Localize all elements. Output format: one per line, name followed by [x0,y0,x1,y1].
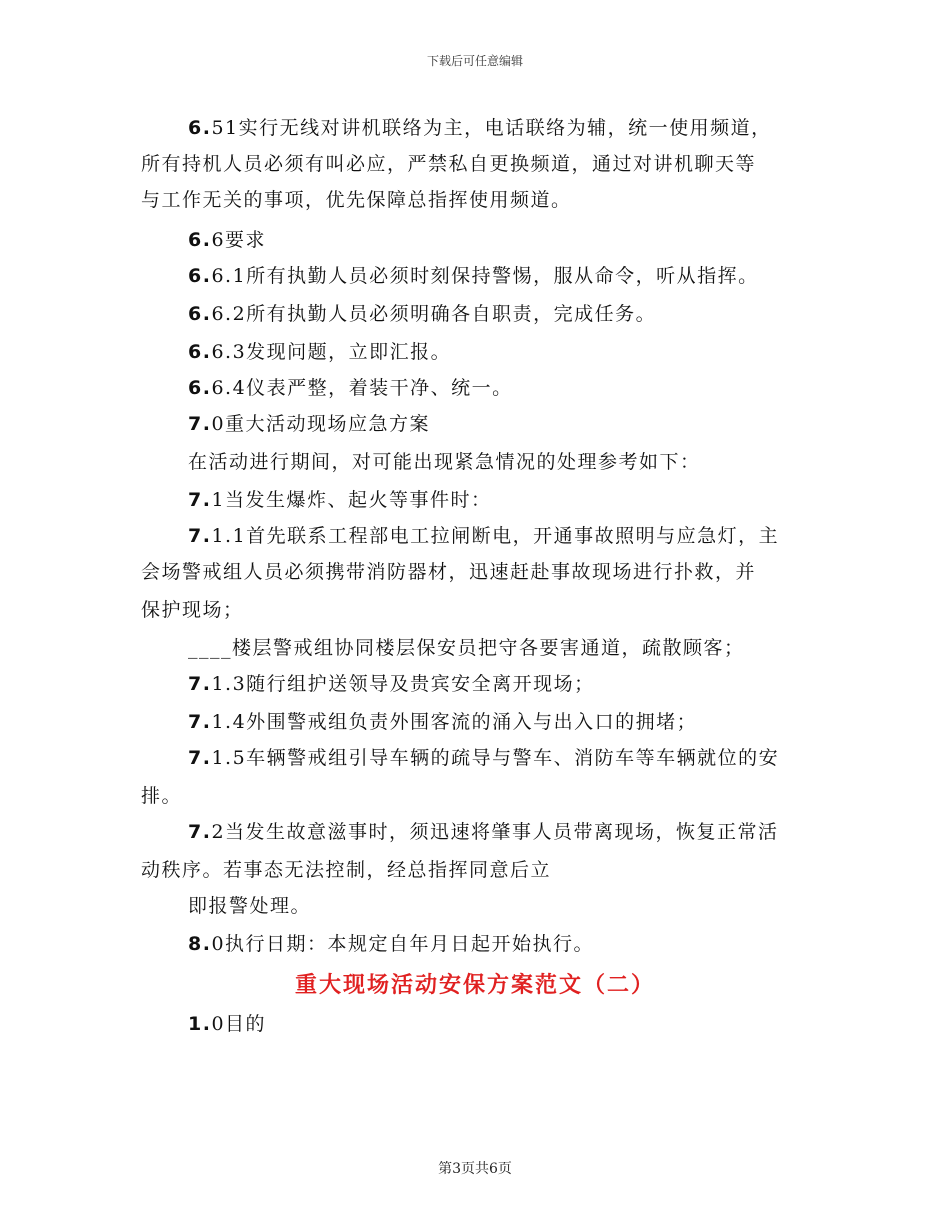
paragraph-line [141,784,182,808]
paragraph-line [188,302,656,326]
clause-text: 0目的 [211,1013,267,1035]
paragraph-line [188,488,492,512]
clause-number: 7. [188,673,212,695]
clause-text: 所有持机人员必须有叫必应，严禁私自更换频道，通过对讲机聊天等 [141,153,757,175]
paragraph-line [141,152,756,176]
clause-text: 6要求 [211,229,267,251]
clause-text: 在活动进行期间，对可能出现紧急情况的处理参考如下： [188,451,701,473]
clause-text: 0执行日期：本规定自年月日起开始执行。 [211,933,595,955]
clause-text: 6.3发现问题，立即汇报。 [211,341,452,363]
paragraph-line [188,636,745,660]
clause-number: 8. [188,933,212,955]
paragraph-line [188,116,772,140]
paragraph-line [141,560,756,584]
clause-number: 7. [188,747,212,769]
paragraph-line [188,710,697,734]
paragraph-line [141,598,244,622]
paragraph-line [188,412,430,436]
clause-text: 排。 [141,785,183,807]
clause-number: 6. [188,265,212,287]
clause-number: 1. [188,1013,212,1035]
clause-text: 动秩序。若事态无法控制，经总指挥同意后立 [141,859,552,881]
page-header: 下载后可任意编辑 [426,54,523,68]
clause-text: 1.4外围警戒组负责外围客流的涌入与出入口的拥堵； [211,711,698,733]
clause-number: 6. [188,377,212,399]
clause-number: 6. [188,341,212,363]
paragraph-line [188,672,595,696]
section-title: 重大现场活动安保方案范文（二） [294,973,655,998]
clause-number: 7. [188,525,212,547]
clause-text: 6.1所有执勤人员必须时刻保持警惕，服从命令，听从指挥。 [211,265,759,287]
clause-text: 1.3随行组护送领导及贵宾安全离开现场； [211,673,595,695]
clause-text: 6.4仪表严整，着装干净、统一。 [211,377,513,399]
page-footer: 第3页共6页 [438,1161,512,1177]
clause-text: 即报警处理。 [188,895,312,917]
clause-number: 6. [188,303,212,325]
clause-text: 1当发生爆炸、起火等事件时： [211,489,492,511]
paragraph-line [188,820,779,844]
paragraph-line [188,932,594,956]
clause-text: 会场警戒组人员必须携带消防器材，迅速赶赴事故现场进行扑救，并 [141,561,757,583]
clause-number: 7. [188,413,212,435]
clause-number: 6. [188,229,212,251]
paragraph-line [141,858,551,882]
clause-text: 保护现场； [141,599,244,621]
paragraph-line [188,228,266,252]
clause-number: 7. [188,821,212,843]
clause-text: 2当发生故意滋事时，须迅速将肇事人员带离现场，恢复正常活 [211,821,779,843]
clause-text: 6.2所有执勤人员必须明确各自职责，完成任务。 [211,303,657,325]
clause-number: 7. [188,489,212,511]
paragraph-line [188,450,701,474]
clause-number: 6. [188,117,212,139]
clause-text: 与工作无关的事项，优先保障总指挥使用频道。 [141,189,572,211]
paragraph-line [188,1012,266,1036]
paragraph-line [141,188,572,212]
clause-text: 1.1首先联系工程部电工拉闸断电，开通事故照明与应急灯，主 [211,525,780,547]
clause-text: 1.5车辆警戒组引导车辆的疏导与警车、消防车等车辆就位的安 [211,747,780,769]
paragraph-line [188,264,759,288]
paragraph-line [188,524,779,548]
paragraph-line [188,340,451,364]
paragraph-line [188,376,513,400]
paragraph-line [188,746,779,770]
paragraph-line [188,894,311,918]
clause-text: ____楼层警戒组协同楼层保安员把守各要害通道，疏散顾客； [188,637,745,659]
clause-number: 7. [188,711,212,733]
clause-text: 0重大活动现场应急方案 [211,413,431,435]
clause-text: 51实行无线对讲机联络为主，电话联络为辅，统一使用频道， [211,117,772,139]
